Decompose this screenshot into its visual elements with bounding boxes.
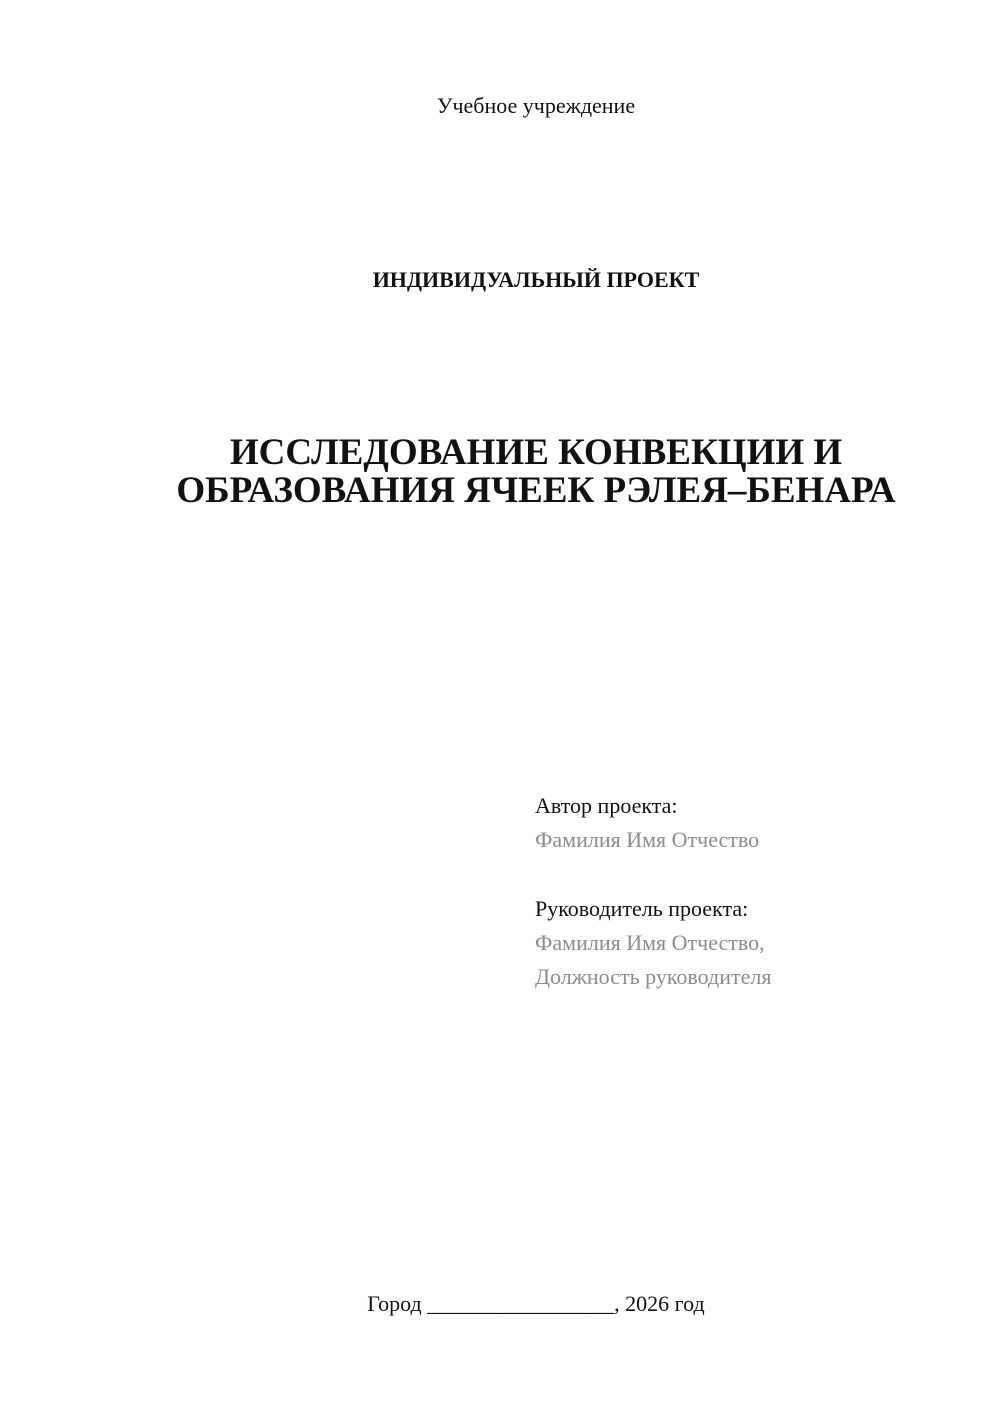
supervisor-name: Фамилия Имя Отчество, bbox=[535, 930, 765, 955]
author-name: Фамилия Имя Отчество bbox=[535, 827, 760, 852]
project-title bbox=[0, 434, 1000, 510]
credits-spacer bbox=[535, 857, 955, 892]
institution-name: Учебное учреждение bbox=[436, 93, 636, 118]
author-label: Автор проекта: bbox=[535, 793, 678, 818]
supervisor-label: Руководитель проекта: bbox=[535, 896, 749, 921]
document-type: ИНДИВИДУАЛЬНЫЙ ПРОЕКТ bbox=[372, 267, 700, 292]
city-year-line: Город _________________, 2026 год bbox=[367, 1291, 705, 1316]
project-title-line-2: ОБРАЗОВАНИЯ ЯЧЕЕК РЭЛЕЯ–БЕНАРА bbox=[176, 470, 896, 511]
supervisor-position: Должность руководителя bbox=[535, 964, 772, 989]
project-credits bbox=[535, 789, 955, 994]
project-title-line-1: ИССЛЕДОВАНИЕ КОНВЕКЦИИ И bbox=[229, 432, 843, 473]
